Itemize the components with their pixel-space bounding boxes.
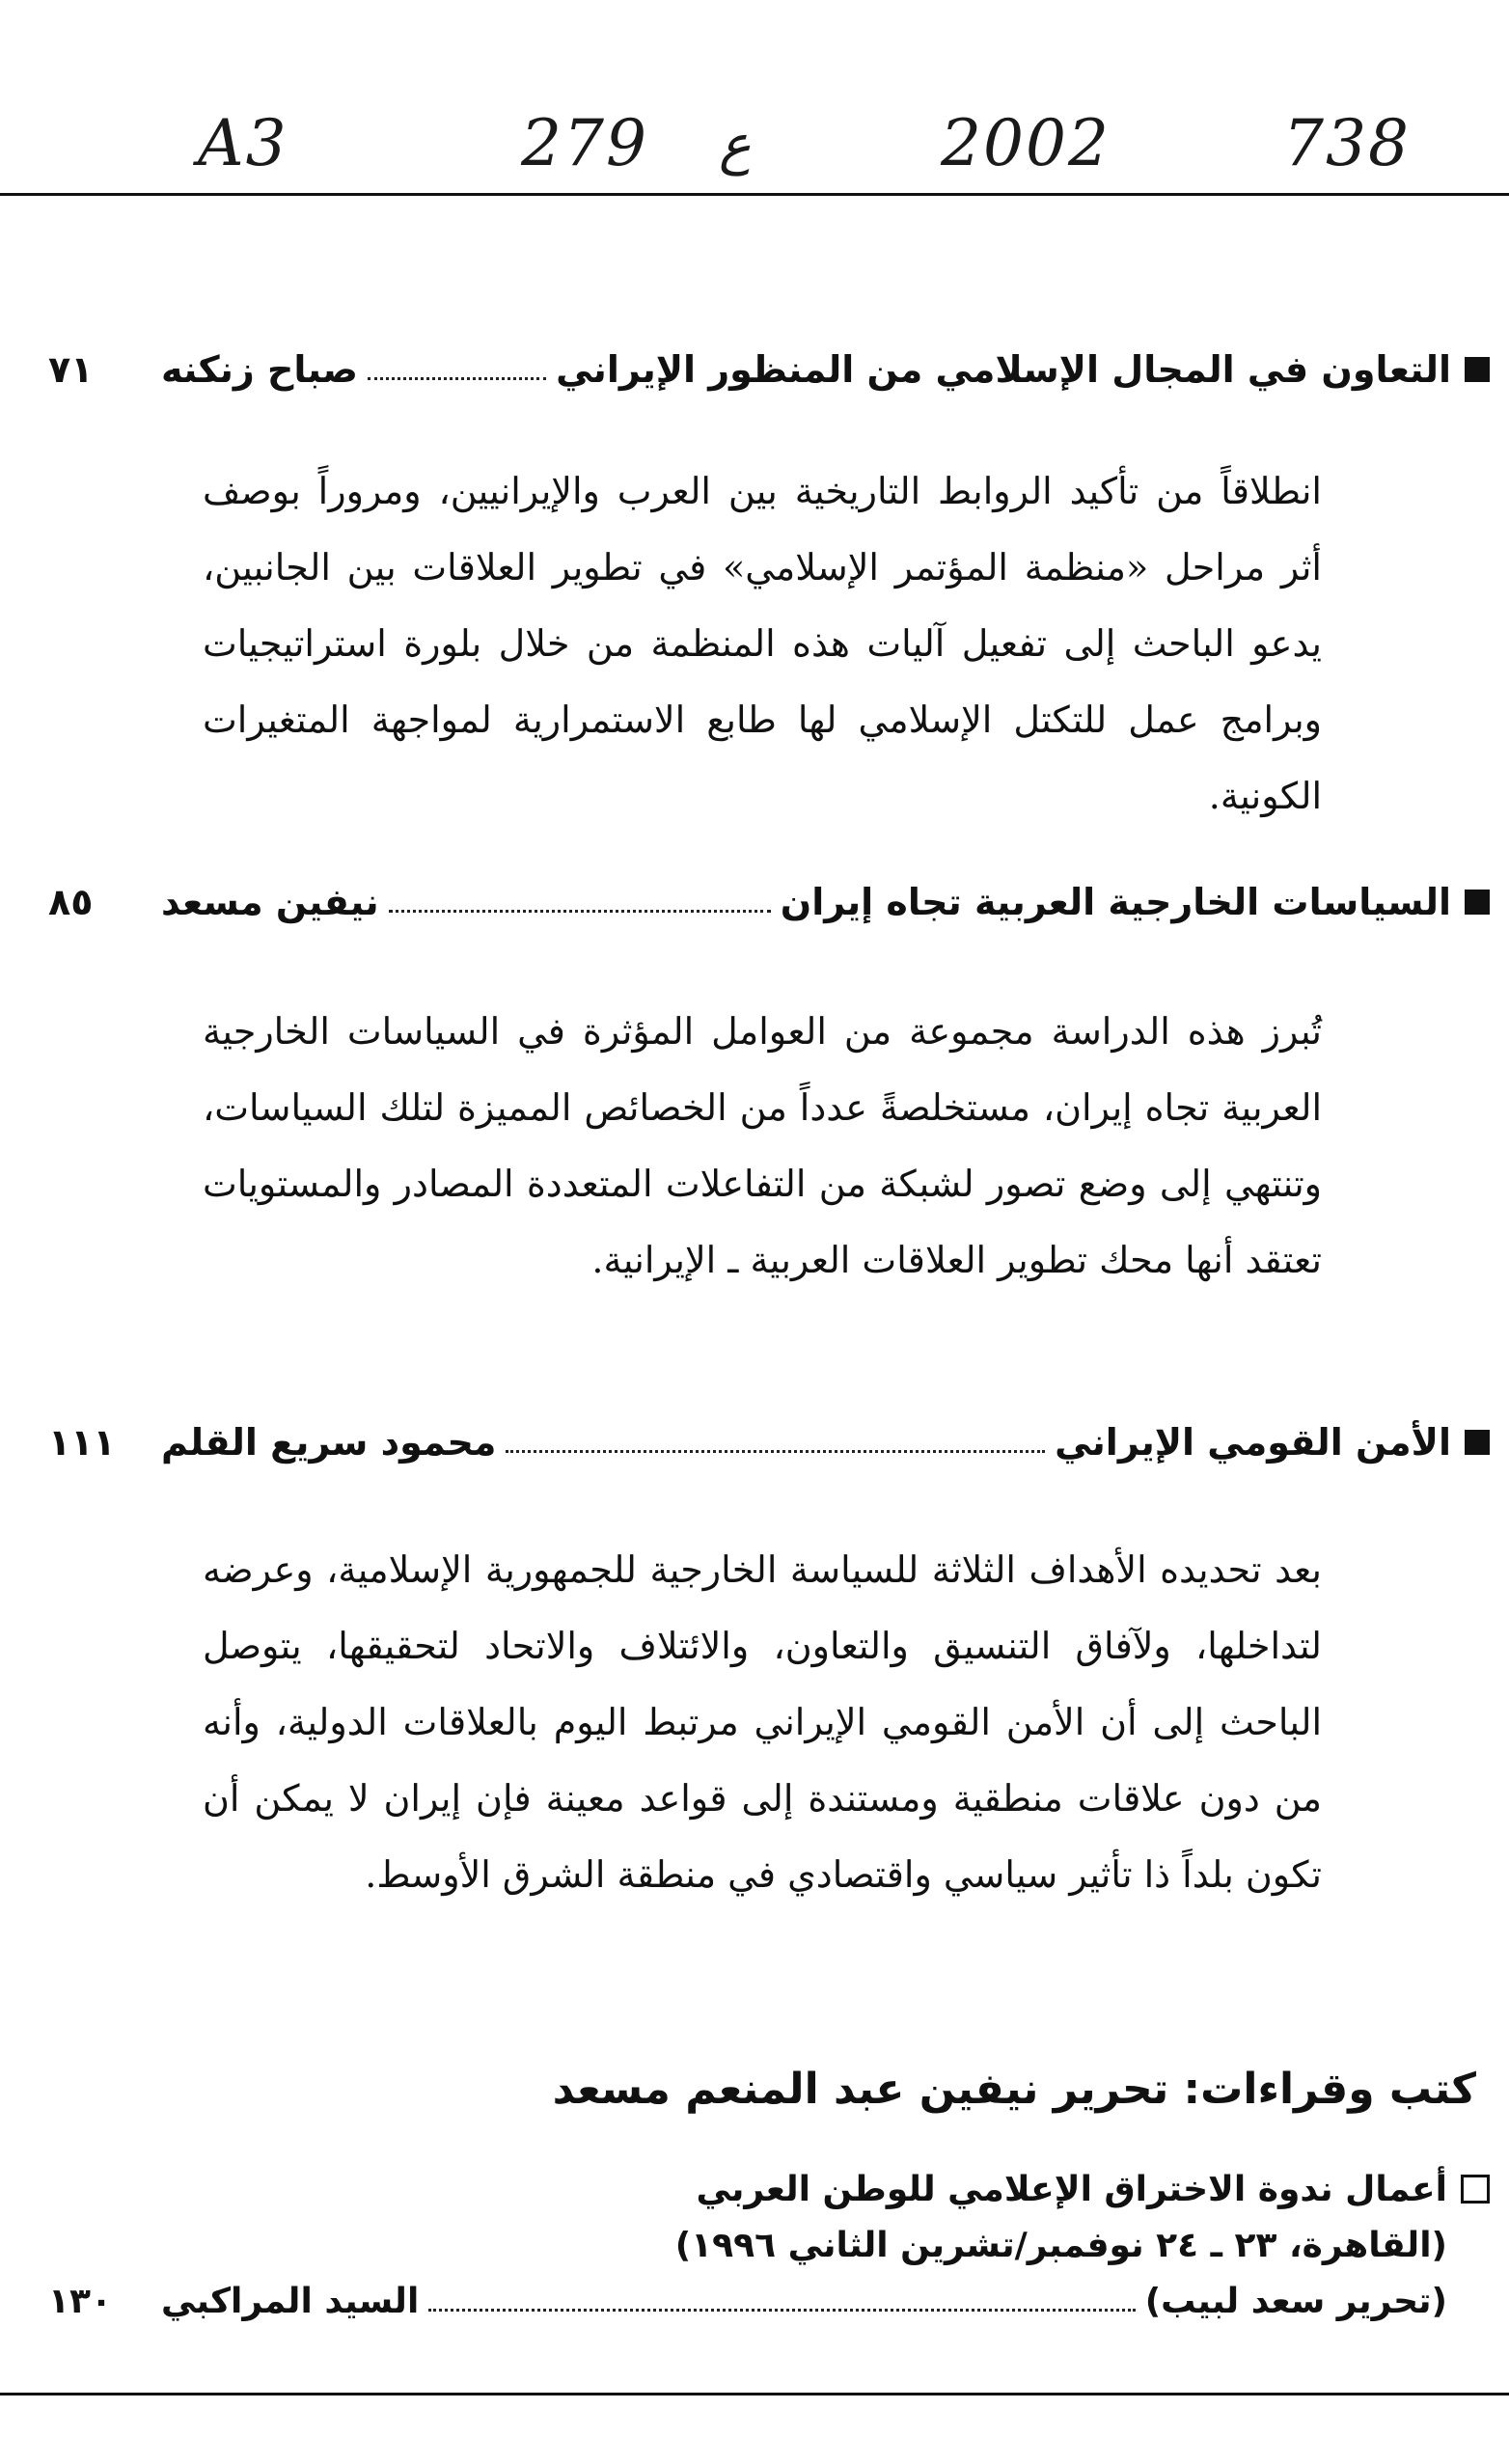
entry-author: صباح زنكنه (161, 348, 358, 391)
square-bullet-icon (1465, 357, 1490, 382)
entry-page-number: ١١١ (48, 1421, 116, 1464)
book-details-line (48, 2217, 1490, 2273)
book-review-entry (48, 2161, 1490, 2329)
handwritten-mark: ع (719, 114, 752, 177)
book-reviewer: السيد المراكبي (161, 2281, 420, 2321)
entry-author: نيفين مسعد (161, 881, 379, 923)
entry-abstract: بعد تحديده الأهداف الثلاثة للسياسة الخارجية للجمهورية الإسلامية، وعرضه لتداخلها، ولآفاق التنسيق والتعاون، والائتلاف والاتحاد لتحقيقها، يتوصل الباحث إلى أن الأمن القومي الإيراني مرتبط اليوم بالعلاقات الدولية، وأنه من دون علاقات منطقية ومستندة إلى قواعد معينة فإن إيران لا يمكن أن تكون بلداً ذا تأثير سياسي واقتصادي في منطقة الشرق الأوسط. (203, 1548, 1322, 1896)
dot-leader (368, 377, 546, 380)
handwritten-index: 738 (1283, 106, 1411, 180)
bottom-rule (0, 2393, 1509, 2396)
toc-entry (48, 336, 1490, 403)
dot-leader (428, 2309, 1135, 2312)
books-section-heading: كتب وقراءات: تحرير نيفين عبد المنعم مسعد (552, 2065, 1476, 2114)
book-page-number: ١٣٠ (48, 2281, 112, 2321)
handwritten-number: 279 (521, 106, 648, 180)
handwritten-year: 2002 (941, 106, 1111, 180)
square-bullet-icon (1465, 890, 1490, 915)
book-details: (القاهرة، ٢٣ ـ ٢٤ نوفمبر/تشرين الثاني ١٩٩٦) (674, 2225, 1447, 2265)
checkbox-bullet-icon (1461, 2175, 1490, 2204)
book-editor-line (48, 2273, 1490, 2329)
entry-author: محمود سريع القلم (161, 1421, 497, 1464)
entry-title: التعاون في المجال الإسلامي من المنظور الإيراني (556, 348, 1451, 391)
book-title: أعمال ندوة الاختراق الإعلامي للوطن العربي (696, 2169, 1447, 2209)
entry-page-number: ٨٥ (48, 881, 94, 923)
book-editor: (تحرير سعد لبيب) (1144, 2281, 1447, 2321)
entry-abstract: انطلاقاً من تأكيد الروابط التاريخية بين العرب والإيرانيين، ومروراً بوصف أثر مراحل «منظمة المؤتمر الإسلامي» في تطوير العلاقات بين الجانبين، يدعو الباحث إلى تفعيل آليات هذه المنظمة من خلال بلورة استراتيجيات وبرامج عمل للتكتل الإسلامي لها طابع الاستمرارية لمواجهة المتغيرات الكونية. (203, 470, 1322, 817)
handwritten-code: A3 (198, 106, 288, 180)
dot-leader (506, 1450, 1045, 1453)
book-title-line (48, 2161, 1490, 2217)
top-rule (0, 193, 1509, 196)
entry-title: الأمن القومي الإيراني (1055, 1421, 1451, 1464)
dot-leader (389, 910, 771, 913)
entry-abstract: تُبرز هذه الدراسة مجموعة من العوامل المؤثرة في السياسات الخارجية العربية تجاه إيران، مستخلصةً عدداً من الخصائص المميزة لتلك السياسات، وتنتهي إلى وضع تصور لشبكة من التفاعلات المتعددة المصادر والمستويات تعتقد أنها محك تطوير العلاقات العربية ـ الإيرانية. (203, 1010, 1322, 1281)
toc-entry (48, 1409, 1490, 1476)
entry-title: السياسات الخارجية العربية تجاه إيران (780, 881, 1451, 923)
square-bullet-icon (1465, 1430, 1490, 1455)
toc-entry (48, 868, 1490, 936)
entry-page-number: ٧١ (48, 348, 94, 391)
